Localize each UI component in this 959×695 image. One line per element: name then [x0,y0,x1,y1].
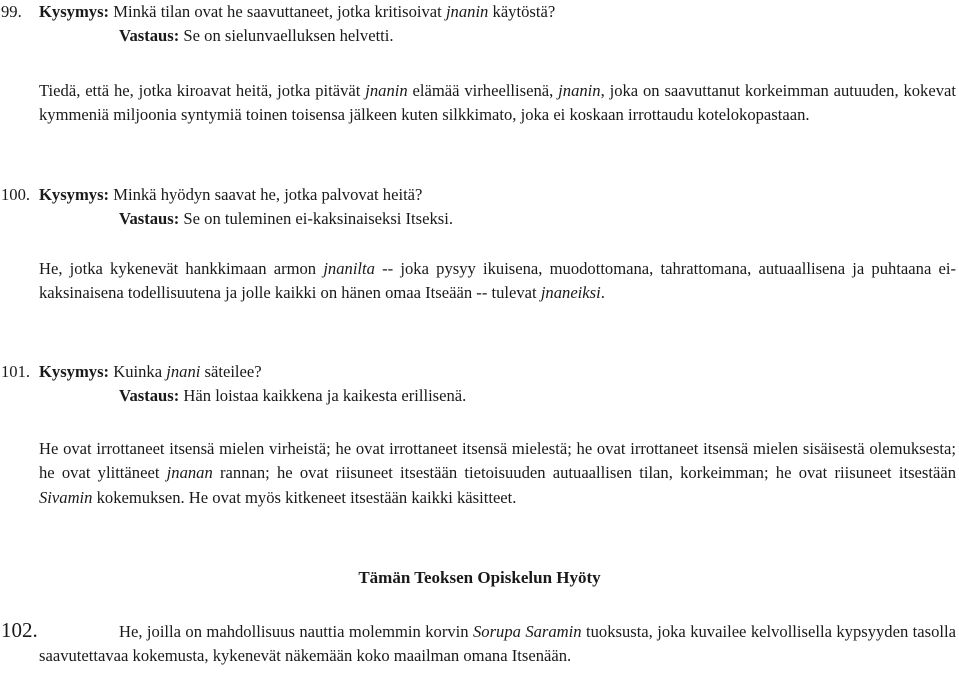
italic-term: jnanilta [323,259,375,278]
italic-term: jnanin [558,81,601,100]
text-span: rannan; he ovat riisuneet itsestään tietoisuuden autuaallisen tilan, korkeimman; he ovat riisuneet itsestään [220,463,956,483]
question-label: Kysymys: [39,2,110,21]
text-span: Tiedä, että he, jotka kiroavat heitä, jotka pitävät [39,81,361,100]
question-label: Kysymys: [39,185,110,204]
italic-term: jnaneiksi [540,283,601,303]
text-span: kokemuksen. He ovat myös kitkeneet itsestään kaikki käsitteet. [96,487,517,507]
question-italic: jnanin [445,2,489,21]
answer-text: Se on sielunvaelluksen helvetti. [183,26,394,45]
italic-term: Sorupa Saramin [472,622,582,641]
question-text: Minkä tilan ovat he saavuttaneet, jotka kritisoivat [113,2,442,21]
text-span: . [600,283,605,303]
italic-term: Sivamin [39,487,93,507]
question-99 [39,0,555,24]
text-span: elämää virheellisenä, [412,81,554,100]
text-span: He, joilla on mahdollisuus nauttia molemmin korvin [119,622,469,641]
paragraph-100 [39,257,956,306]
answer-99 [119,24,394,48]
answer-label: Vastaus: [119,209,180,228]
question-number: 101. [1,362,31,381]
italic-term: jnanan [166,463,213,483]
text-span: He ovat irrottaneet itsensä mielen virheistä; he ovat irrottaneet itsensä mielestä; he ovat irrottaneet itsensä mielen sisäisestä olemuksesta; he ovat ylittäneet [39,439,956,483]
text-span: , joka on saavuttanut korkeimman autuuden, kokevat kymmeniä miljoonia syntymiä toinen toisensa jälkeen kuten silkkimato, joka ei koskaan irrottaudu kotelokopastaan. [39,81,956,125]
question-end: säteilee? [204,362,262,381]
paragraph-102 [39,620,956,669]
text-span: tuoksusta, joka kuvailee kelvollisella kypsyyden tasolla saavutettavaa kokemusta, kykenevät näkemään koko maailman omana Itsenään. [39,622,956,666]
question-100 [39,183,422,207]
answer-text: Se on tuleminen ei-kaksinaiseksi Itseksi. [183,209,454,228]
paragraph-101 [39,437,956,510]
question-number: 100. [1,185,31,204]
paragraph-number: 102. [1,618,38,642]
answer-label: Vastaus: [119,386,180,405]
question-label: Kysymys: [39,362,110,381]
question-text: Minkä hyödyn saavat he, jotka palvovat heitä? [113,185,423,204]
answer-101 [119,384,466,408]
question-end: käytöstä? [492,2,556,21]
question-number: 99. [1,2,22,21]
paragraph-99 [39,79,956,128]
italic-term: jnanin [365,81,408,100]
answer-text: Hän loistaa kaikkena ja kaikesta erillisenä. [183,386,467,405]
section-heading: Tämän Teoksen Opiskelun Hyöty [358,568,601,587]
question-italic: jnani [166,362,201,381]
answer-100 [119,207,453,231]
question-text: Kuinka [113,362,163,381]
answer-label: Vastaus: [119,26,180,45]
text-span: -- joka pysyy ikuisena, muodottomana, tahrattomana, autuaallisena ja puhtaana ei-kaksinaisena todellisuutena ja jolle kaikki on hänen omaa Itseään -- tulevat [39,259,957,303]
text-span: He, jotka kykenevät hankkimaan armon [39,259,317,278]
question-101 [39,360,262,384]
